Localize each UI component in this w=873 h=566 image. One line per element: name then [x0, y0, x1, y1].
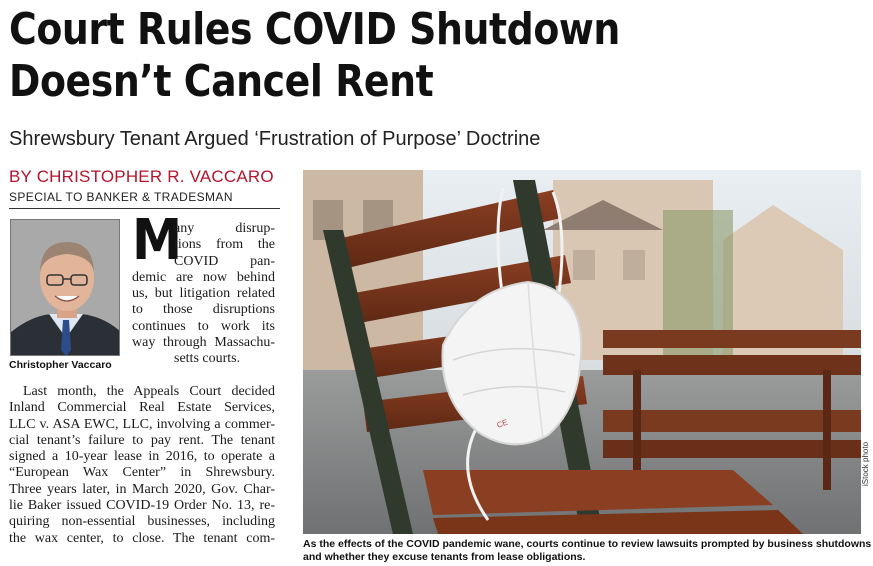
photo-credit: iStock photo	[861, 441, 870, 486]
intro-line: setts courts.	[174, 351, 241, 367]
drop-cap: M	[132, 208, 183, 273]
body-line: Three years later, in March 2020, Gov. Char-	[9, 481, 275, 497]
body-line: signed a 10-year lease in 2016, to operate a	[9, 449, 275, 465]
body-line: quiring non-essential businesses, including	[9, 514, 275, 530]
intro-line: demic are now behind	[132, 269, 275, 285]
body-column	[9, 384, 275, 547]
intro-line: tions from the	[174, 237, 275, 253]
deck-subheadline: Shrewsbury Tenant Argued ‘Frustration of Purpose’ Doctrine	[9, 128, 541, 150]
intro-column	[132, 221, 275, 368]
body-line: “European Wax Center” in Shrewsbury.	[9, 465, 275, 481]
body-line: LLC v. ASA EWC, LLC, involving a commer-	[9, 416, 275, 432]
author-headshot	[10, 219, 120, 356]
byline-affiliation: SPECIAL TO BANKER & TRADESMAN	[9, 190, 233, 204]
intro-line: COVID pan-	[174, 253, 275, 269]
headline-line-1: Court Rules COVID Shutdown	[9, 4, 620, 55]
body-line: cial tenant’s failure to pay rent. The tenant	[9, 432, 275, 448]
body-line: Inland Commercial Real Estate Services,	[9, 400, 275, 416]
photo-caption	[303, 538, 872, 564]
article-photo	[303, 170, 861, 534]
mask-on-chair-illustration	[303, 170, 861, 534]
author-caption: Christopher Vaccaro	[9, 359, 112, 371]
intro-line: us, but litigation related	[132, 286, 275, 302]
headline	[9, 4, 620, 108]
byline: BY CHRISTOPHER R. VACCARO	[9, 167, 274, 186]
headline-line-2: Doesn’t Cancel Rent	[9, 56, 434, 107]
intro-line: to those disruptions	[132, 302, 275, 318]
body-line: lie Baker issued COVID-19 Order No. 13, re-	[9, 498, 275, 514]
svg-text:CE: CE	[495, 417, 510, 430]
photo-caption-line: As the effects of the COVID pandemic wane, courts continue to review lawsuits prompted by business shutdowns	[303, 538, 872, 550]
intro-line: any disrup-	[174, 221, 275, 236]
body-line: the wax center, to close. The tenant com-	[9, 530, 275, 546]
body-line: Last month, the Appeals Court decided	[23, 384, 275, 399]
intro-line: continues to work its	[132, 318, 275, 334]
author-headshot-illustration	[11, 220, 120, 356]
intro-line: way through Massachu-	[132, 335, 275, 351]
photo-caption-line: and whether they excuse tenants from lease obligations.	[303, 551, 586, 563]
